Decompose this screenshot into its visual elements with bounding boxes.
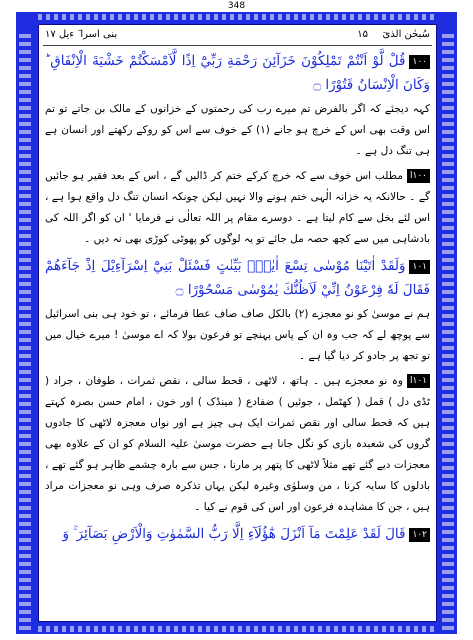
header-surah: سُبحٰن الذیٓ [382,29,430,40]
urdu-paragraph [45,99,430,162]
urdu-paragraph [45,166,430,250]
verse-number-badge: ۱۰۲ [409,528,430,542]
paragraph-text: ہم نے موسیٰ کو نو معجزے (۲) بالکل صاف صاف عطا فرمائے ، تو خود ہی بنی اسرائیل سے پوچھ لے کہ جب وہ ان کے پاس پہنچے تو فرعون بولا کہ اے موسیٰ ! میرے خیال میں تو تجھ پر جادو کر دیا گیا ہے ۔ [45,308,431,362]
arabic-verse [45,254,430,302]
paragraph-text: وہ نو معجزے ہیں ۔ ہاتھ ، لاٹھی ، قحط سالی ، نقص ثمرات ، طوفان ، جراد ( ٹڈی دل ) قمل ( کھٹمل ، جوئیں ) ضفادع ( مینڈک ) اور خون ، امام حسن بصرہ کہتے ہیں کہ قحط سالی اور نقص ثمرات ایک ہی چیز ہے اور نواں معجزہ لاٹھی کا جادوں گروں کی شعبدہ بازی کو نگل جانا ہے حضرت موسیٰ علیہ السلام کو ان کے علاوہ بھی معجزات دیے گئے تھے مثلاً لاٹھی کا پتھر پر مارنا ، جس سے بارہ چشمے ظاہر ہو گئے تھے ، بادلوں کا سایہ کرنا ، من وسلوٰی وغیرہ لیکن یہاں تذکرہ صرف وہی نو معجزات مراد ہیں ، جن کا مشاہدہ فرعون اور اس کی قوم نے کیا ۔ [45,375,430,513]
border-pattern-left [19,34,31,636]
paragraph-text: کہہ دیجئے کہ اگر بالفرض تم میرے رب کی رحمتوں کے خزانوں کے مالک بن جاتے تو تم اس وقت بھی اس کے خرچ ہو جانے (۱) کے خوف سے اس کو روکے رکھتے اور انسان ہے ہی تنگ دل ہے ۔ [45,103,430,157]
verse-number-badge: ۱۰۰ا [407,169,430,183]
border-pattern-top [38,14,435,20]
urdu-paragraph [45,371,430,518]
header-rule [43,45,432,46]
border-pattern-right [442,34,454,636]
verse-number-badge: ۱۰۱ا [407,374,430,388]
border-pattern-bottom [38,626,435,632]
verse-number-badge: ۱۰۰ [409,55,430,69]
verse-number-badge: ۱۰۱ [409,260,430,274]
page-body [38,24,437,622]
paragraph-text: مطلب اس خوف سے کہ خرچ کرکے ختم کر ڈالیں گے ، اس کے بعد فقیر ہو جائیں گے ۔ حالانکہ یہ خزانہ الٰہی ختم ہونے والا نہیں لیکن چونکہ انسان تنگ دل واقع ہوا ہے ، اس لئے بخل سے کام لیتا ہے ۔ دوسرے مقام پر اللہ تعالٰی نے فرمایا ' ان کو اگر اللہ کی بادشاہی میں سے کچھ حصہ مل جائے تو یہ لوگوں کو پھوٹی کوڑی بھی نہ دیں ۔ [45,170,430,245]
verse-text: قُلْ لَّوْ اَنْتُمْ تَمْلِكُوْنَ خَزَآئِنَ رَحْمَةِ رَبِّيْٓ اِذًا لَّاَمْسَكْتُمْ خَشْيَةَ الْاِنْفَاقِ ؕ وَكَانَ الْاِنْسَانُ قَتُوْرًا ۝ [45,53,430,93]
verse-text: قَالَ لَقَدْ عَلِمْتَ مَآ اَنْزَلَ هٰٓؤُلَآءِ اِلَّا رَبُّ السَّمٰوٰتِ وَالْاَرْضِ بَصَآئِرَ ۚ وَ [62,526,406,542]
page-number: 348 [227,1,246,11]
running-header [45,29,430,45]
header-number: ۱۵ [357,29,368,40]
urdu-paragraph [45,304,430,367]
verse-text: وَلَقَدْ اٰتَيْنَا مُوْسٰى تِسْعَ اٰيٰتٍۭ بَيِّنٰتٍ فَسْئَلْ بَنِيْٓ اِسْرَآءِيْلَ اِذْ جَآءَهُمْ فَقَالَ لَهٗ فِرْعَوْنُ اِنِّيْ لَاَظُنُّكَ يٰمُوْسٰى مَسْحُوْرًا ۝ [45,258,430,298]
arabic-verse [45,49,430,97]
header-juz: بنی اسرا ٓ ءیل ۱۷ [45,29,118,40]
arabic-verse [45,522,430,546]
decorative-border [16,12,457,634]
page-content [45,49,430,548]
